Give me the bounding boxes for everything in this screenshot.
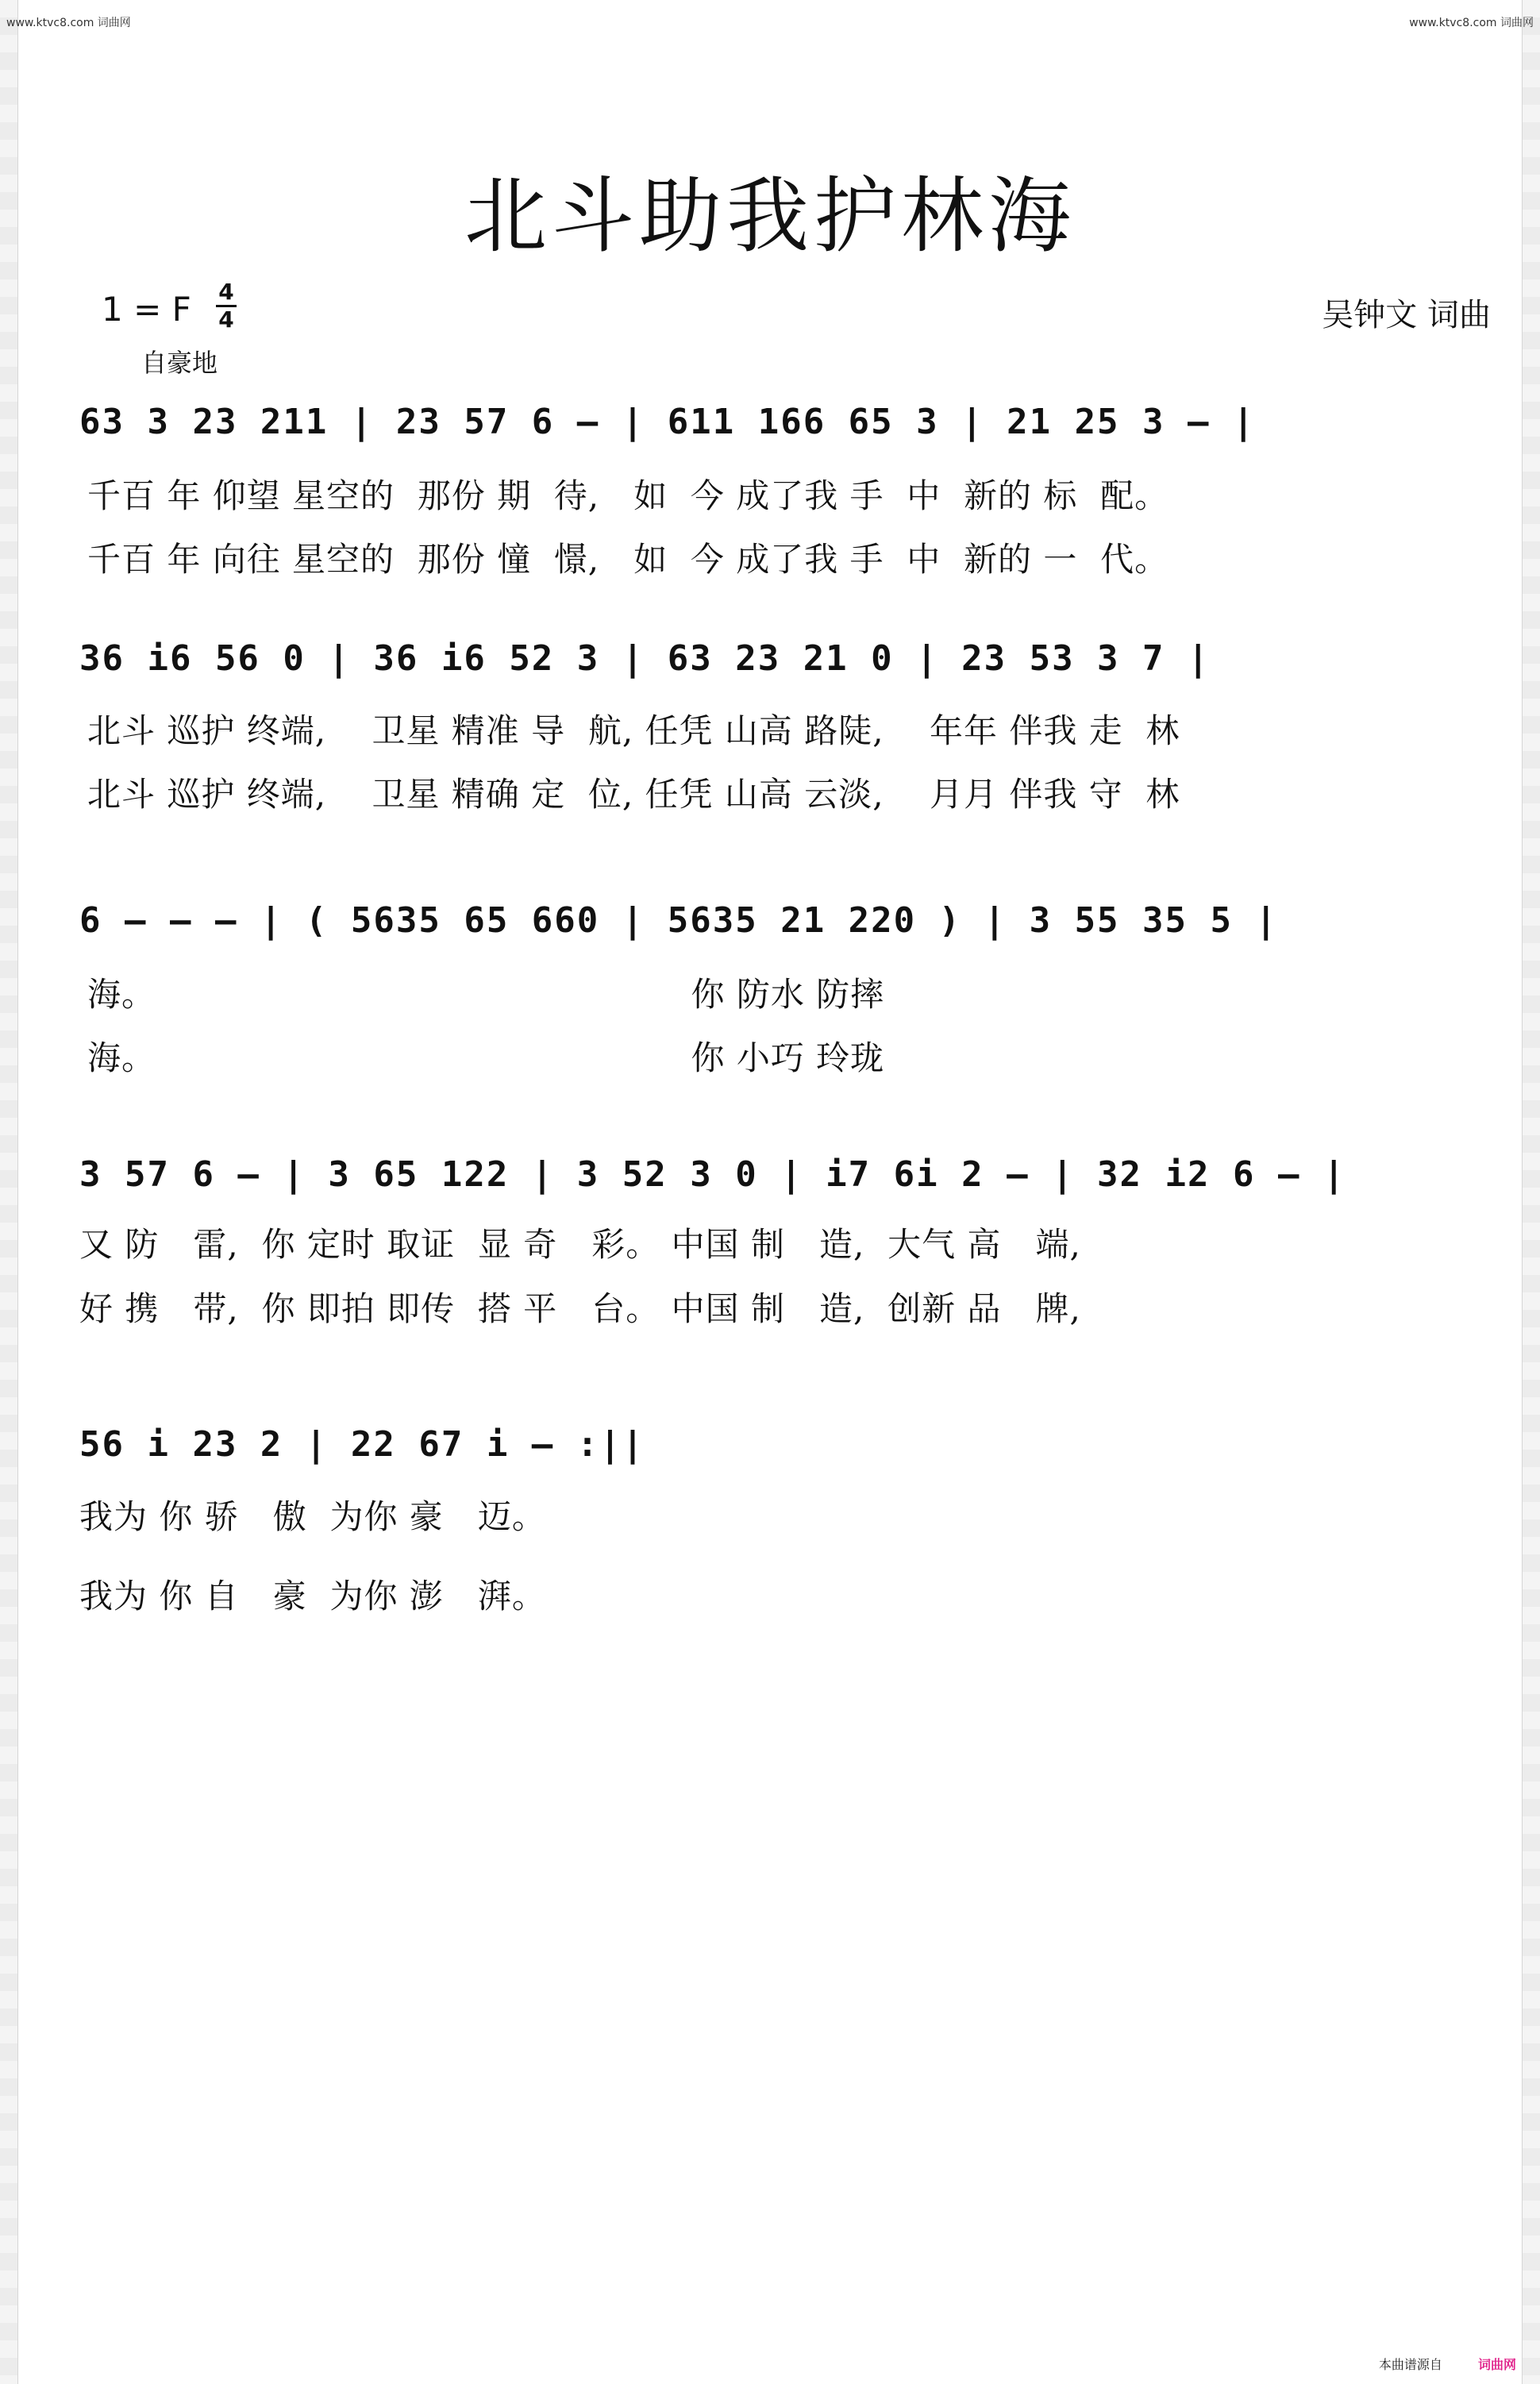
lyric-verse1-line-2: 北斗 巡护 终端, 卫星 精准 导 航, 任凭 山高 路陡, 年年 伴我 走 林 [87, 711, 1180, 750]
notation-line-1 [79, 391, 1516, 454]
song-title: 北斗助我护林海 [464, 168, 1076, 264]
watermark-right: www.ktvc8.com 词曲网 [1409, 17, 1534, 29]
left-margin-strip [0, 0, 18, 2384]
notation-line-3 [79, 889, 1516, 953]
lyric-verse2-line-3: 海。 你 小巧 玲珑 [87, 1038, 885, 1077]
composer-credit: 吴钟文 词曲 [1322, 297, 1491, 333]
lyric-verse1-line-5: 我为 你 骄 傲 为你 豪 迈。 [79, 1497, 546, 1536]
notes-line-1: 63 3 23 211 | 23 57 6 – | 611 166 65 3 | 21 25 3 – | [79, 402, 1256, 442]
right-margin-strip [1522, 0, 1540, 2384]
notation-line-4 [79, 1143, 1516, 1207]
tempo-mark: 自豪地 [141, 348, 218, 378]
footer-label: 本曲谱源自 [1378, 2357, 1442, 2372]
lyric-verse1-line-1: 千百 年 仰望 星空的 那份 期 待, 如 今 成了我 手 中 新的 标 配。 [87, 476, 1169, 515]
notes-line-4: 3 57 6 – | 3 65 122 | 3 52 3 0 | i7 6i 2 – | 32 i2 6 – | [79, 1154, 1346, 1195]
lyric-verse2-line-4: 好 携 带, 你 即拍 即传 搭 平 台。 中国 制 造, 创新 品 牌, [79, 1289, 1081, 1328]
notes-line-2: 36 i6 56 0 | 36 i6 52 3 | 63 23 21 0 | 23 53 3 7 | [79, 638, 1211, 679]
footer-brand: 词曲网 [1477, 2357, 1516, 2372]
lyric-verse2-line-5: 我为 你 自 豪 为你 澎 湃。 [79, 1577, 546, 1616]
time-denominator: 4 [218, 306, 234, 333]
lyric-verse2-line-1: 千百 年 向往 星空的 那份 憧 憬, 如 今 成了我 手 中 新的 一 代。 [87, 540, 1169, 579]
notation-line-5 [79, 1413, 1516, 1477]
lyric-verse1-line-3: 海。 你 防水 防摔 [87, 975, 885, 1014]
time-signature [214, 279, 238, 333]
time-numerator: 4 [218, 279, 234, 305]
notation-line-2 [79, 627, 1516, 691]
lyric-verse1-line-4: 又 防 雷, 你 定时 取证 显 奇 彩。 中国 制 造, 大气 高 端, [79, 1225, 1081, 1264]
watermark-left: www.ktvc8.com 词曲网 [6, 17, 131, 29]
lyric-verse2-line-2: 北斗 巡护 终端, 卫星 精确 定 位, 任凭 山高 云淡, 月月 伴我 守 林 [87, 775, 1180, 814]
notes-line-3: 6 – – – | ( 5635 65 660 | 5635 21 220 ) | 3 55 35 5 | [79, 900, 1278, 941]
notes-line-5: 56 i 23 2 | 22 67 i – :|| [79, 1424, 645, 1465]
footer-stamp [1379, 2355, 1516, 2373]
key-signature: 1 = F [102, 290, 191, 329]
